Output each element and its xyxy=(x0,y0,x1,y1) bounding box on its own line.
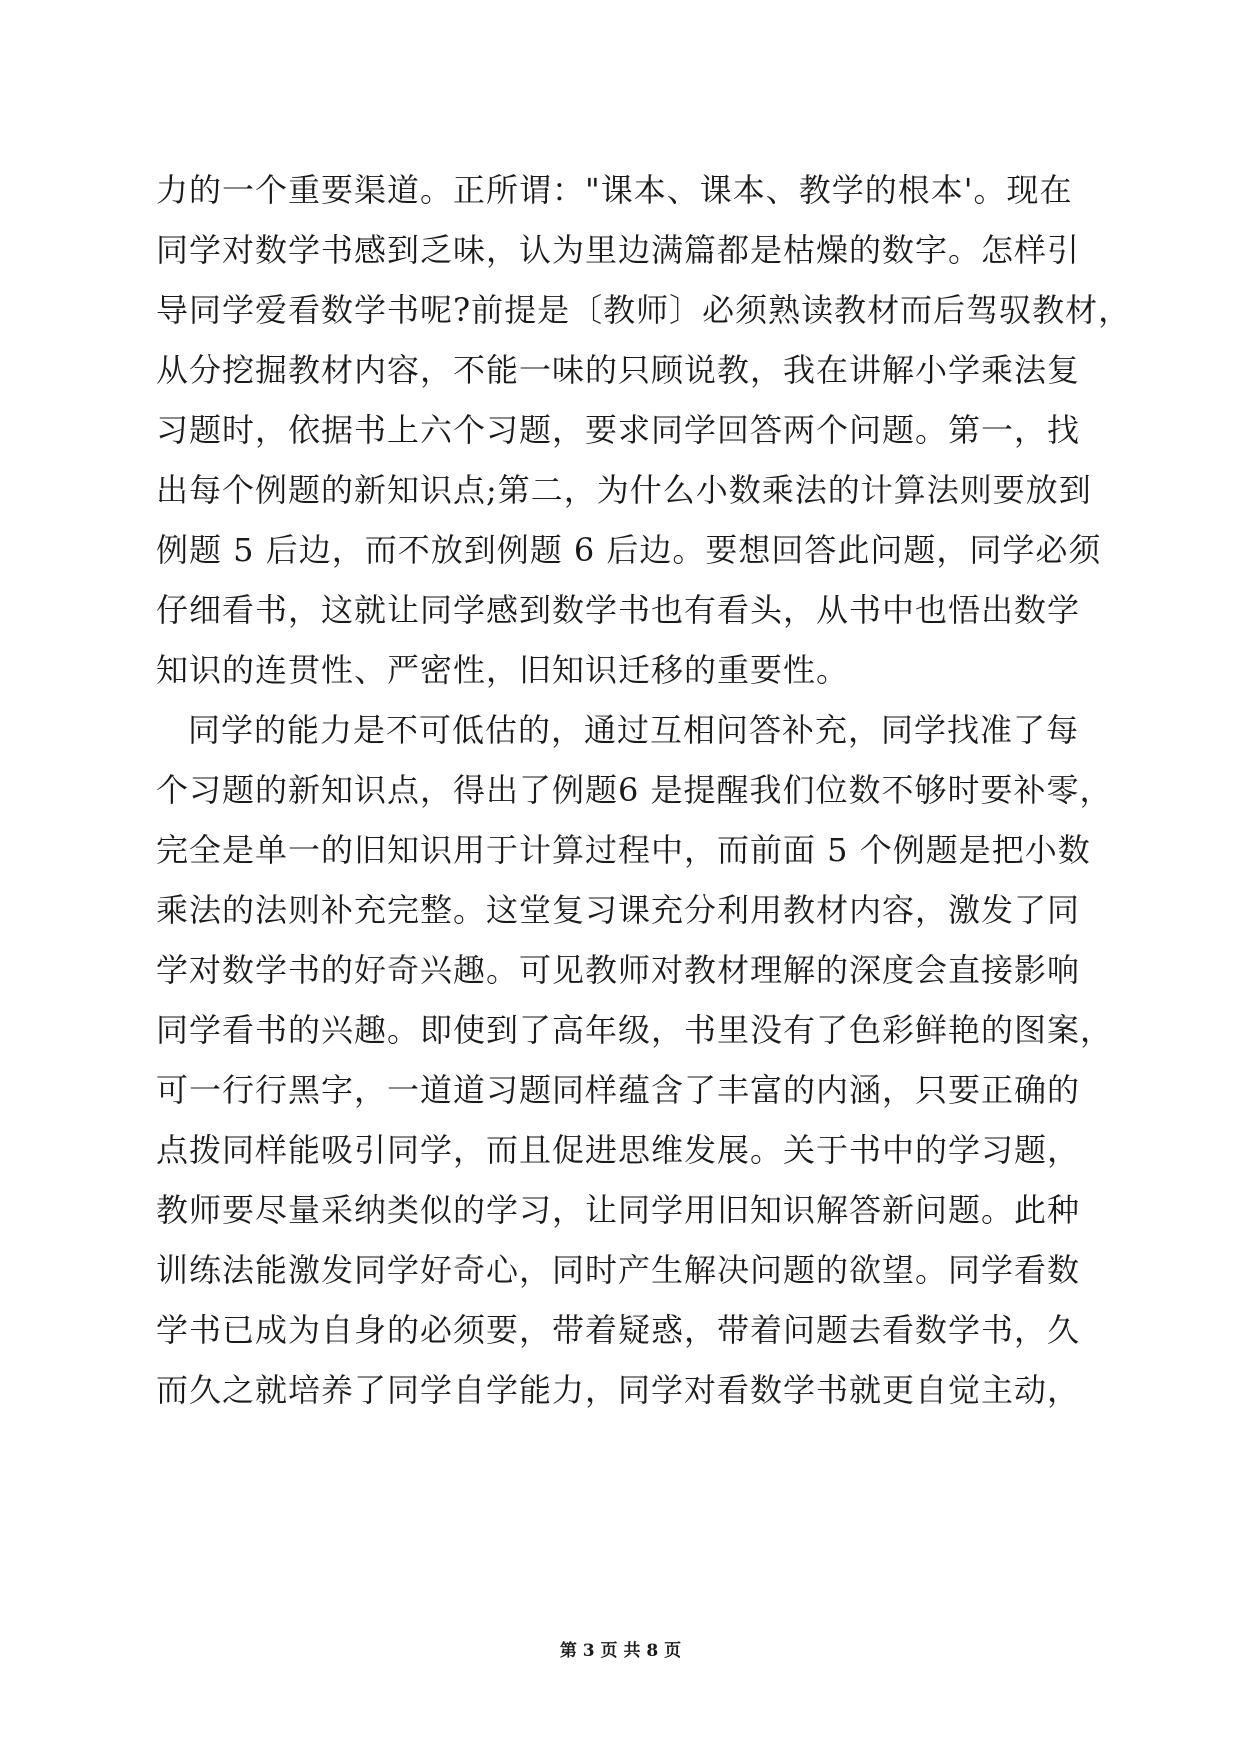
text-line: 学书已成为自身的必须要，带着疑惑，带着问题去看数学书，久 xyxy=(156,1311,1081,1349)
text-line: 力的一个重要渠道。正所谓："课本、课本、教学的根本'。现在 xyxy=(156,171,1073,209)
text-line: 个习题的新知识点，得出了例题6 是提醒我们位数不够时要补零， xyxy=(156,771,1113,809)
text-line: 学对数学书的好奇兴趣。可见教师对教材理解的深度会直接影响 xyxy=(156,951,1081,989)
text-line: 从分挖掘教材内容，不能一味的只顾说教，我在讲解小学乘法复 xyxy=(156,351,1081,389)
text-line: 教师要尽量采纳类似的学习，让同学用旧知识解答新问题。此种 xyxy=(156,1191,1081,1229)
text-line: 点拨同样能吸引同学，而且促进思维发展。关于书中的学习题， xyxy=(156,1131,1081,1169)
text-line: 训练法能激发同学好奇心，同时产生解决问题的欲望。同学看数 xyxy=(156,1251,1081,1289)
paragraph-start-line: 同学的能力是不可低估的，通过互相问答补充，同学找准了每 xyxy=(188,711,1080,749)
text-line: 同学对数学书感到乏味，认为里边满篇都是枯燥的数字。怎样引 xyxy=(156,231,1081,269)
text-line: 习题时，依据书上六个习题，要求同学回答两个问题。第一，找 xyxy=(156,411,1081,449)
text-line: 导同学爱看数学书呢?前提是〔教师〕必须熟读教材而后驾驭教材， xyxy=(156,291,1132,329)
text-line: 而久之就培养了同学自学能力，同学对看数学书就更自觉主动， xyxy=(156,1371,1081,1409)
text-line: 知识的连贯性、严密性，旧知识迁移的重要性。 xyxy=(156,651,850,689)
text-line: 完全是单一的旧知识用于计算过程中，而前面 5 个例题是把小数 xyxy=(156,831,1091,869)
text-line: 出每个例题的新知识点;第二，为什么小数乘法的计算法则要放到 xyxy=(156,471,1092,509)
text-line: 仔细看书，这就让同学感到数学书也有看头，从书中也悟出数学 xyxy=(156,591,1081,629)
text-line: 例题 5 后边，而不放到例题 6 后边。要想回答此问题，同学必须 xyxy=(156,531,1102,569)
text-line: 可一行行黑字，一道道习题同样蕴含了丰富的内涵，只要正确的 xyxy=(156,1071,1081,1109)
text-line: 乘法的法则补充完整。这堂复习课充分利用教材内容，激发了同 xyxy=(156,891,1081,929)
page-number-footer: 第 3 页 共 8 页 xyxy=(559,1641,682,1661)
text-line: 同学看书的兴趣。即使到了高年级，书里没有了色彩鲜艳的图案， xyxy=(156,1011,1114,1049)
